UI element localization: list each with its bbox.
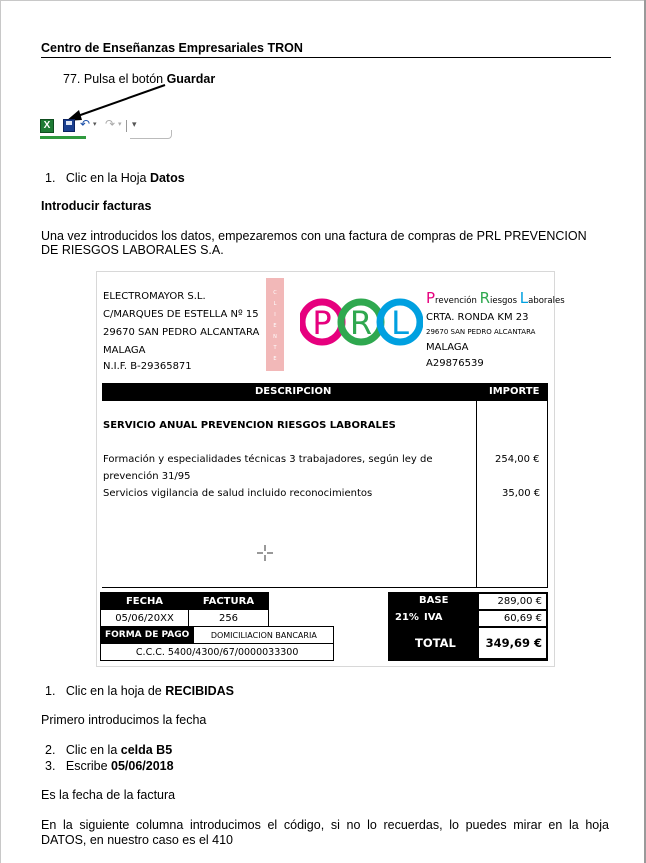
client-strip — [266, 278, 284, 371]
company-word-1: revención — [435, 296, 480, 306]
total-value: 349,69 € — [478, 627, 547, 659]
client-strip-letter: C — [273, 290, 277, 296]
prl-logo — [300, 276, 423, 374]
fecha-value: 05/06/20XX — [101, 610, 189, 627]
forma-pago-label: FORMA DE PAGO — [101, 627, 194, 644]
toolbar-separator — [126, 120, 127, 132]
client-strip-letter: E — [273, 323, 277, 329]
client-strip-letter: I — [274, 312, 276, 318]
intro-line-2: DE RIESGOS LABORALES S.A. — [41, 243, 224, 257]
redo-dropdown-icon[interactable]: ▾ — [118, 121, 122, 128]
toolbar-underline — [130, 130, 172, 139]
iva-label: IVA — [424, 612, 443, 623]
step-bold: 05/06/2018 — [111, 759, 174, 773]
quick-access-toolbar — [40, 118, 140, 140]
client-nif: N.I.F. B-29365871 — [103, 361, 192, 372]
section-title: Introducir facturas — [41, 199, 152, 213]
line-1-text-b: prevención 31/95 — [103, 471, 191, 482]
company-initial-p: P — [426, 289, 436, 307]
final-line-2: DATOS, en nuestro caso es el 410 — [41, 833, 234, 847]
step-number: 1. — [45, 171, 56, 185]
step-text: Escribe — [65, 759, 112, 773]
es-fecha-note: Es la fecha de la factura — [41, 788, 176, 802]
invoice-date-table — [100, 592, 269, 627]
service-title: SERVICIO ANUAL PREVENCION RIESGOS LABORALES — [103, 420, 396, 431]
company-word-3: aborales — [528, 296, 565, 306]
fecha-label: FECHA — [101, 593, 189, 610]
logo-letter-l: L — [391, 304, 409, 342]
step-hoja-recibidas — [45, 684, 234, 698]
logo-letter-p: P — [312, 304, 332, 342]
final-line-1: En la siguiente columna introducimos el código, si no lo recuerdas, lo puedes mirar en la hoja — [41, 818, 609, 832]
undo-icon[interactable]: ↶ — [80, 117, 91, 131]
excel-icon[interactable]: X — [40, 119, 54, 133]
step-number: 1. — [45, 684, 56, 698]
description-header: DESCRIPCION — [255, 386, 332, 397]
description-header-bar — [102, 383, 548, 401]
invoice-image — [96, 271, 565, 667]
step-number: 3. — [45, 759, 56, 773]
base-label: BASE — [419, 595, 449, 606]
client-name: ELECTROMAYOR S.L. — [103, 291, 206, 302]
company-nif: A29876539 — [426, 358, 484, 369]
body-bottom-rule — [102, 587, 548, 588]
client-province: MALAGA — [103, 345, 146, 356]
client-address: C/MARQUES DE ESTELLA Nº 15 — [103, 309, 259, 320]
client-strip-letter: N — [273, 334, 277, 340]
iva-rate: 21% — [395, 612, 419, 623]
step-number: 77. — [63, 72, 81, 86]
step-escribe-fecha — [45, 759, 174, 773]
factura-value: 256 — [189, 610, 269, 627]
step-text: Pulsa el botón — [83, 72, 167, 86]
totals-box — [388, 592, 548, 661]
page-frame-top — [0, 0, 646, 1]
step-text: Clic en la hoja de — [65, 684, 166, 698]
factura-label: FACTURA — [189, 593, 269, 610]
intro-line-1: Una vez introducidos los datos, empezaremos con una factura de compras de PRL PREVENCION — [41, 229, 587, 243]
amount-column-divider — [476, 401, 477, 587]
step-bold: Guardar — [166, 72, 216, 86]
client-strip-letter: L — [273, 301, 277, 307]
step-bold: celda B5 — [120, 743, 173, 757]
company-name — [426, 289, 565, 307]
forma-pago-value: DOMICILIACION BANCARIA — [194, 627, 334, 644]
redo-icon[interactable]: ↷ — [105, 117, 116, 131]
step-text: Clic en la Hoja — [65, 171, 150, 185]
cursor-crosshair-icon — [257, 545, 273, 561]
client-strip-letter: T — [273, 345, 277, 351]
line-1-text-a: Formación y especialidades técnicas 3 trabajadores, según ley de — [103, 454, 433, 465]
step-bold: RECIBIDAS — [165, 684, 234, 698]
line-2-text: Servicios vigilancia de salud incluido reconocimientos — [103, 488, 373, 499]
company-address: CRTA. RONDA KM 23 — [426, 312, 529, 323]
page-frame-left — [0, 0, 1, 863]
company-word-2: iesgos — [490, 296, 520, 306]
toolbar-accent-bar — [40, 136, 86, 139]
company-province: MALAGA — [426, 342, 469, 353]
ccc-value: C.C.C. 5400/4300/67/0000033300 — [101, 644, 334, 661]
logo-letter-r: R — [349, 304, 373, 342]
step-bold: Datos — [149, 171, 185, 185]
line-2-amount: 35,00 € — [502, 488, 541, 499]
total-label: TOTAL — [415, 636, 456, 650]
right-border — [547, 401, 548, 587]
page-header-title: Centro de Enseñanzas Empresariales TRON — [41, 41, 303, 55]
company-city: 29670 SAN PEDRO ALCANTARA — [426, 328, 536, 336]
base-value: 289,00 € — [478, 593, 547, 610]
step-text: Clic en la — [65, 743, 121, 757]
step-celda-b5 — [45, 743, 172, 757]
client-strip-letter: E — [273, 356, 277, 362]
header-rule — [41, 57, 611, 58]
client-city: 29670 SAN PEDRO ALCANTARA — [103, 327, 260, 338]
payment-table — [100, 626, 334, 661]
step-number: 2. — [45, 743, 56, 757]
undo-dropdown-icon[interactable]: ▾ — [93, 121, 97, 128]
customize-toolbar-icon[interactable]: ▾ — [132, 119, 137, 129]
fecha-intro: Primero introducimos la fecha — [41, 713, 207, 727]
company-initial-r: R — [479, 289, 490, 307]
iva-value: 60,69 € — [478, 610, 547, 627]
line-1-amount: 254,00 € — [495, 454, 540, 465]
amount-header: IMPORTE — [489, 386, 540, 397]
step-hoja-datos — [45, 171, 185, 185]
company-initial-l: L — [519, 289, 529, 307]
save-icon[interactable] — [63, 119, 75, 132]
